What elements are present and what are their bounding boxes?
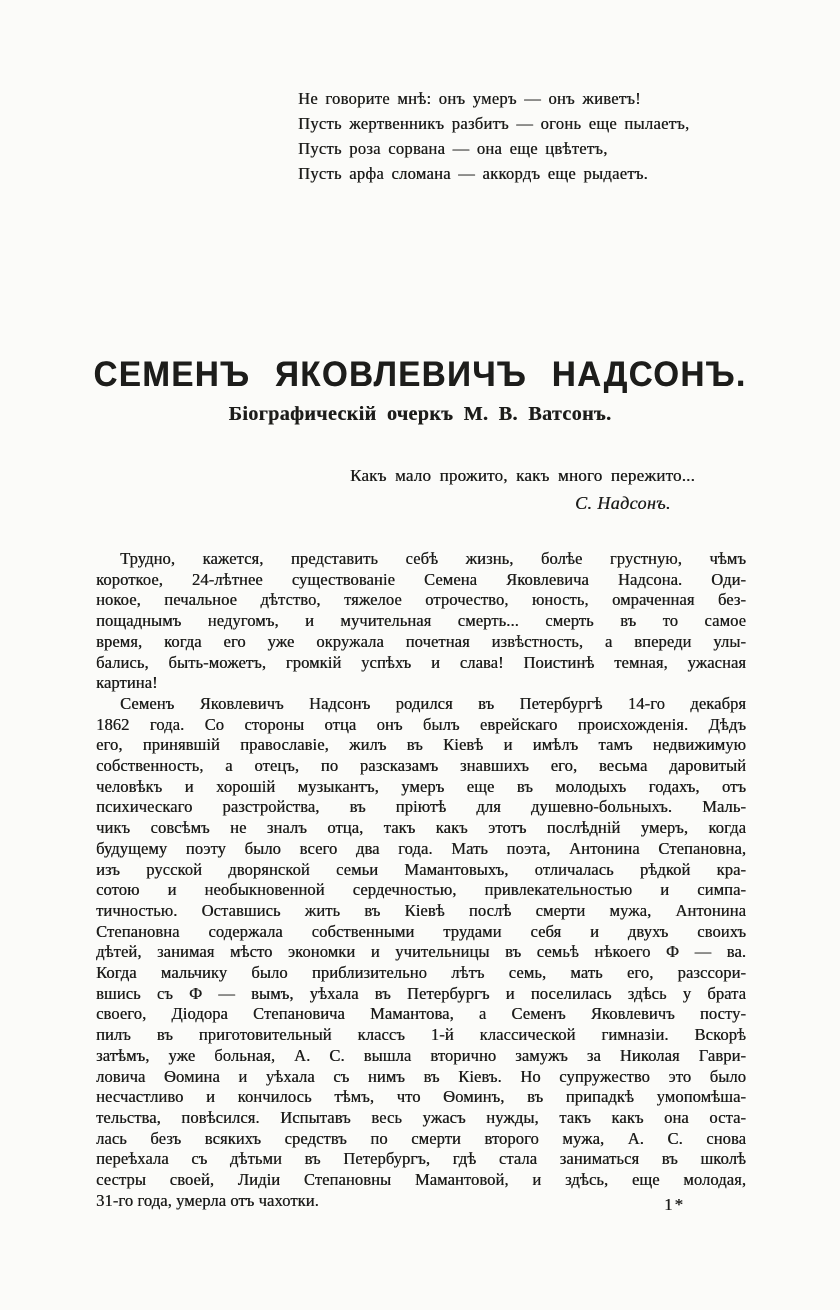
motto <box>350 466 750 514</box>
poem-line: Пусть роза сорвана — она еще цвѣтетъ, <box>298 139 608 158</box>
body-line: психическаго разстройства, въ пріютѣ для душевно-больныхъ. Маль- <box>96 797 746 817</box>
body-line: время, когда его уже окружала почетная извѣстность, а впереди улы- <box>96 631 746 651</box>
poem-line: Не говорите мнѣ: онъ умеръ — онъ живетъ! <box>298 89 641 108</box>
body-line: сотою и необыкновенной сердечностью, привлекательностью и симпа- <box>96 880 746 900</box>
body-line: человѣкъ и хорошій музыкантъ, умеръ еще въ молодыхъ годахъ, отъ <box>96 776 746 796</box>
page-subtitle: Біографическій очеркъ М. В. Ватсонъ. <box>228 403 612 425</box>
body-line: Когда мальчику было приблизительно лѣтъ семь, мать его, разссори- <box>96 963 746 983</box>
body-line: лась безъ всякихъ средствъ по смерти второго мужа, А. С. снова <box>96 1128 746 1148</box>
body-line: тельства, повѣсился. Испытавъ весь ужасъ нужды, такъ какъ она оста- <box>96 1107 746 1127</box>
body-line: чикъ совсѣмъ не зналъ отца, такъ какъ этотъ послѣдній умеръ, когда <box>96 818 746 838</box>
poem-line: Пусть арфа сломана — аккордъ еще рыдаетъ. <box>298 164 648 183</box>
body-line: картина! <box>96 673 158 693</box>
body-line: Семенъ Яковлевичъ Надсонъ родился въ Петербургѣ 14-го декабря <box>120 693 746 713</box>
paragraph-1 <box>96 549 746 694</box>
body-line: тичностью. Оставшись жить въ Кіевѣ послѣ смерти мужа, Антонина <box>96 900 746 920</box>
poem-line: Пусть жертвенникъ разбитъ — огонь еще пылаетъ, <box>298 114 690 133</box>
body-line: 31-го года, умерла отъ чахотки. <box>96 1190 319 1210</box>
motto-quote: Какъ мало прожито, какъ много пережито... <box>350 466 695 485</box>
body-line: ловича Ѳомина и уѣхала съ нимъ въ Кіевъ. Но супружество это было <box>96 1066 746 1086</box>
motto-attribution: С. Надсонъ. <box>575 493 671 513</box>
body-line: короткое, 24-лѣтнее существованіе Семена Яковлевича Надсона. Оди- <box>96 569 746 589</box>
body-line: сестры своей, Лидіи Степановны Мамантовой, и здѣсь, еще молодая, <box>96 1170 746 1190</box>
body-text <box>96 549 746 1212</box>
signature-mark: 1* <box>664 1195 685 1214</box>
body-line: собственность, а отецъ, по разсказамъ знавшихъ его, весьма даровитый <box>96 756 746 776</box>
body-line: Степановна содержала собственными трудами себя и двухъ своихъ <box>96 921 746 941</box>
body-line: будущему поэту было всего два года. Мать поэта, Антонина Степановна, <box>96 838 746 858</box>
body-line: вшись съ Ф — вымъ, уѣхала въ Петербургъ и поселилась здѣсь у брата <box>96 983 746 1003</box>
body-line: переѣхала съ дѣтьми въ Петербургъ, гдѣ стала заниматься въ школѣ <box>96 1149 746 1169</box>
paragraph-2 <box>96 694 746 1212</box>
body-line: изъ русской дворянской семьи Мамантовыхъ, отличалась рѣдкой кра- <box>96 859 746 879</box>
body-line: пощаднымъ недугомъ, и мучительная смерть... смерть въ то самое <box>96 611 746 631</box>
epigraph-poem <box>298 86 689 186</box>
body-line: дѣтей, занимая мѣсто экономки и учительницы въ семьѣ нѣкоего Ф — ва. <box>96 942 746 962</box>
body-line: своего, Діодора Степановича Мамантова, а Семенъ Яковлевичъ посту- <box>96 1004 746 1024</box>
page-title: СЕМЕНЪ ЯКОВЛЕВИЧЪ НАДСОНЪ. <box>93 354 747 394</box>
body-line: 1862 года. Со стороны отца онъ былъ еврейскаго происхожденія. Дѣдъ <box>96 714 746 734</box>
body-line: бались, быть-можетъ, громкій успѣхъ и слава! Поистинѣ темная, ужасная <box>96 652 746 672</box>
body-line: несчастливо и кончилось тѣмъ, что Ѳоминъ, въ припадкѣ умопомѣша- <box>96 1087 746 1107</box>
body-line: его, принявшій православіе, жилъ въ Кіевѣ и имѣлъ тамъ недвижимую <box>96 735 746 755</box>
body-line: Трудно, кажется, представить себѣ жизнь, болѣе грустную, чѣмъ <box>120 549 746 568</box>
body-line: затѣмъ, уже больная, А. С. вышла вторично замужъ за Николая Гаври- <box>96 1045 746 1065</box>
body-line: пилъ въ приготовительный классъ 1-й классической гимназіи. Вскорѣ <box>96 1025 746 1045</box>
body-line: нокое, печальное дѣтство, тяжелое отрочество, юность, омраченная без- <box>96 590 746 610</box>
